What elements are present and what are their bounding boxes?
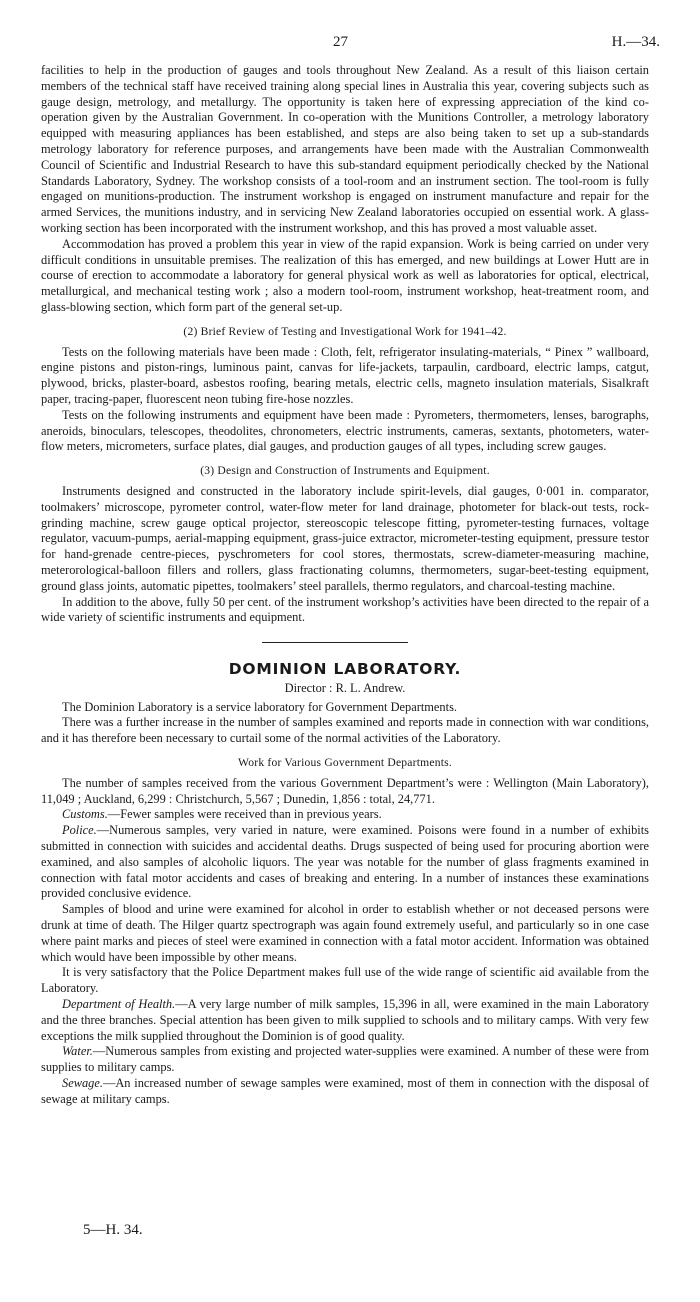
water-label: Water. (62, 1044, 93, 1059)
dominion-laboratory-title: DOMINION LABORATORY. (228, 660, 462, 679)
page-body (41, 63, 649, 1108)
divider-rule (262, 642, 408, 643)
section-2-paragraph-1: Tests on the following materials have been made : Cloth, felt, refrigerator insulating-materials, “ Pinex ” wallboard, engine pistons and piston-rings, luminous paint, canvas for life-jackets, tarpaulin, cardboard, electric lamps, catgut, plywood, bricks, plaster-board, asbestos roofing, bearing metals, electric cells, magneto insulation materials, Sisalkraft paper, tracing-paper, fluorescent neon tubing fire-hose nozzles. (41, 344, 649, 406)
section-2-heading: (2) Brief Review of Testing and Investigational Work for 1941–42. (183, 324, 507, 338)
samples-count-paragraph: The number of samples received from the various Government Department’s were : Wellington (Main Laboratory), 11,049 ; Auckland, 6,299 : Christchurch, 5,567 ; Dunedin, 1,856 : total, 24,771. (41, 775, 649, 806)
document-reference: H.—34. (611, 34, 660, 50)
police-paragraph (41, 823, 649, 902)
government-work-heading: Work for Various Government Departments. (238, 756, 452, 770)
sewage-text: —An increased number of sewage samples were examined, most of them in connection with the disposal of sewage at military camps. (41, 1076, 649, 1106)
blood-urine-paragraph: Samples of blood and urine were examined for alcohol in order to establish whether or not deceased persons were drunk at time of death. The Hilger quartz spectrograph was again found extremely useful, and particularly so in one case where paint marks and pieces of steel were examined in connection with a fatal motor accident. Information was obtained which would have been impossible by other means. (41, 902, 649, 964)
customs-text: —Fewer samples were received than in previous years. (107, 807, 382, 822)
footer-reference: 5—H. 34. (83, 1222, 143, 1238)
sewage-label: Sewage. (62, 1076, 103, 1091)
sewage-paragraph (41, 1076, 649, 1108)
section-3-paragraph-2: In addition to the above, fully 50 per cent. of the instrument workshop’s activities have been directed to the repair of a wide variety of scientific instruments and equipment. (41, 594, 649, 625)
page-header (0, 34, 700, 54)
police-label: Police. (62, 823, 97, 838)
police-text: —Numerous samples, very varied in nature, were examined. Poisons were found in a number of exhibits submitted in connection with suicides and accidental deaths. Drugs suspected of being used for procuring abortion were examined, and also samples of alcoholic liquors. The year was notable for the number of glass fragments examined in connection with fatal motor accidents and cases of breaking and entering. In a number of instances these examinations provided conclusive evidence. (41, 823, 649, 901)
health-paragraph (41, 997, 649, 1044)
section-3-paragraph-1: Instruments designed and constructed in the laboratory include spirit-levels, dial gauges, 0·001 in. comparator, toolmakers’ microscope, pyrometer control, water-flow meter for land drainage, photometer for black-out tests, rock-grinding machine, screw gauge optical projector, stereoscopic telescope fitting, pyrometer-testing furnaces, voltage regulator, vacuum-pumps, aerial-mapping equipment, grass-juice extractor, micrometer-testing equipment, pressure testor for hand-grenade centre-pieces, pyschrometers for cool stores, thermostats, screw-diameter-measuring machine, meterorological-balloon fillers and rollers, glass fractionating columns, thermometers, sugar-beet-testing equipment, ground glass joints, automatic pipettes, toolmakers’ steel parallels, thermo regulators, and charcoal-testing machine. (41, 483, 649, 593)
dominion-paragraph-2: There was a further increase in the number of samples examined and reports made in connection with war conditions, and it has therefore been necessary to curtail some of the normal activities of the Laboratory. (41, 715, 649, 746)
section-2-paragraph-2: Tests on the following instruments and equipment have been made : Pyrometers, thermometers, lenses, barographs, aneroids, binoculars, telescopes, theodolites, chronometers, electric instruments, cameras, sextants, photometers, water-flow meters, micrometers, surface plates, dial gauges, and production gauges of all types, including screw gauges. (41, 407, 649, 454)
page-number: 27 (333, 34, 348, 50)
section-3-heading: (3) Design and Construction of Instruments and Equipment. (200, 464, 490, 478)
customs-label: Customs. (62, 807, 108, 822)
director-line: Director : R. L. Andrew. (284, 680, 406, 695)
section-divider (41, 634, 649, 652)
customs-paragraph (41, 807, 649, 823)
police-department-paragraph: It is very satisfactory that the Police Department makes full use of the wide range of scientific aid available from the Laboratory. (41, 965, 649, 996)
health-label: Department of Health. (62, 997, 176, 1012)
water-text: —Numerous samples from existing and projected water-supplies were examined. A number of these were from supplies to military camps. (41, 1044, 649, 1075)
dominion-paragraph-1: The Dominion Laboratory is a service laboratory for Government Departments. (62, 699, 457, 714)
intro-paragraph-1: facilities to help in the production of gauges and tools throughout New Zealand. As a result of this liaison certain members of the technical staff have received training along special lines in Australia this year, covering subjects such as gauge design, metrology, and metallurgy. The opportunity is taken here of expressing appreciation of the kind co-operation given by the Australian Government. In co-operation with the Munitions Controller, a metrology laboratory equipped with measuring appliances has been established, and steps are also being taken to set up a sub-standards metrology laboratory for reference purposes, and arrangements have been made with the Australian Commonwealth Council of Scientific and Industrial Research to have this sub-standard equipment periodically checked by the National Standards Laboratory, Sydney. The workshop consists of a tool-room and an instrument section. The tool-room is fully engaged on munitions-production. The instrument workshop is engaged on instrument manufacture and repair for the armed Services, the munitions industry, and in servicing New Zealand laboratories occupied on essential work. A glass-working section has been incorporated with the instrument workshop, and this has proved a most valuable asset. (41, 63, 649, 235)
intro-paragraph-2: Accommodation has proved a problem this year in view of the rapid expansion. Work is being carried on under very difficult conditions in unsuitable premises. The realization of this has emerged, and new buildings at Lower Hutt are in course of erection to accommodate a laboratory for general physical work as well as laboratories for optical, electrical, metallurgical, and mechanical testing work ; also a modern tool-room, instrument workshop, heat-treatment room, and glass-blowing section, which form part of the general set-up. (41, 236, 649, 314)
health-text: —A very large number of milk samples, 15,396 in all, were examined in the main Laboratory and the three branches. Special attention has been given to milk supplied to schools and to military camps. With very few exceptions the milk supplied throughout the Dominion is of good quality. (41, 997, 649, 1043)
water-paragraph (41, 1044, 649, 1076)
